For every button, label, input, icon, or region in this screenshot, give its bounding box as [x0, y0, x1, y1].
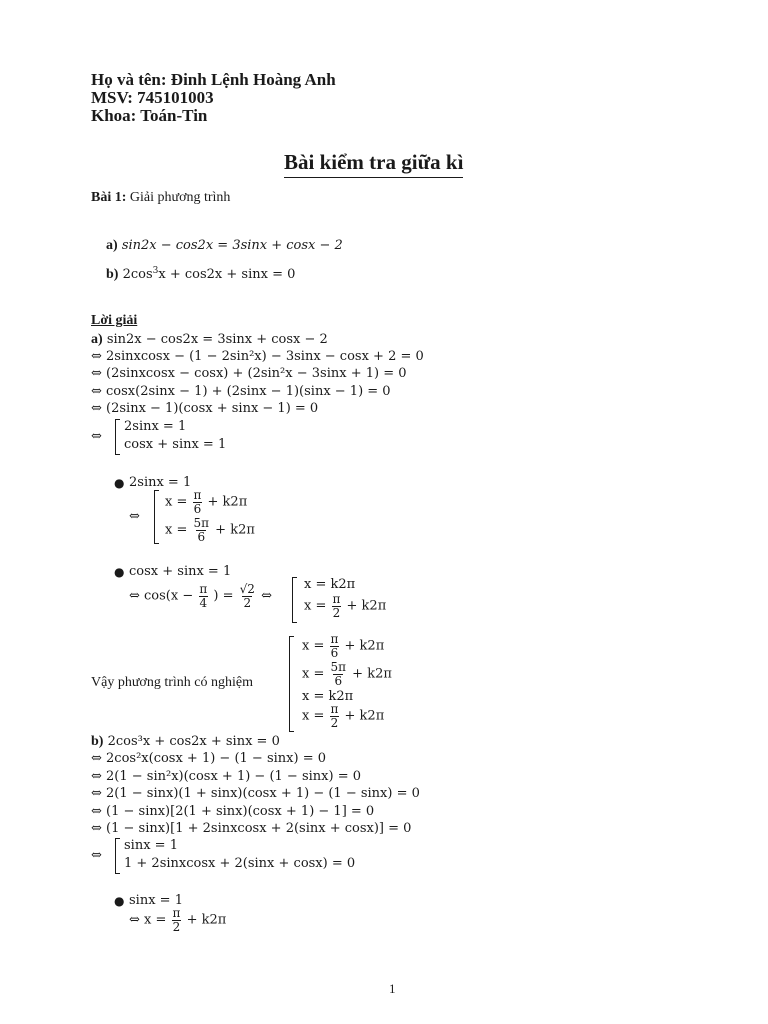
sol-b-line-5: ⇔ (1 − sinx)[1 + 2sinxcosx + 2(sinx + cosx)] = 0	[91, 821, 412, 836]
sol-b-line-4: ⇔ (1 − sinx)[2(1 + sinx)(cosx + 1) − 1] = 0	[91, 804, 375, 819]
fraction: $\frac{\pi}{2}$	[332, 592, 341, 620]
case2-head: cosx + sinx = 1	[129, 564, 232, 579]
b-case1-result: ⇔ x = $\frac{\pi}{2}$ + k2π	[129, 906, 227, 934]
faculty: Khoa: Toán-Tin	[91, 106, 208, 125]
fraction: $\frac{5\pi}{6}$	[193, 516, 210, 544]
case2-equation: ⇔ cos(x − $\frac{\pi}{4}$ ) = $\frac{√2}{2}$ ⇔	[129, 582, 272, 610]
sol-b-line-3: ⇔ 2(1 − sinx)(1 + sinx)(cosx + 1) − (1 − sinx) = 0	[91, 786, 420, 801]
bullet-icon: ●	[114, 565, 125, 579]
fraction: $\frac{5\pi}{6}$	[330, 660, 347, 688]
sol-a-line-3: ⇔ cosx(2sinx − 1) + (2sinx − 1)(sinx − 1) = 0	[91, 384, 391, 399]
sol-a-line-4: ⇔ (2sinx − 1)(cosx + sinx − 1) = 0	[91, 401, 319, 416]
problem-text: Giải phương trình	[129, 190, 231, 205]
problem-b-equation: $2\cos^3x + \cos 2x + \sin x = 0$	[122, 266, 296, 282]
problem-a	[106, 239, 343, 253]
student-name: Họ và tên: Đinh Lệnh Hoàng Anh	[91, 70, 336, 89]
sol-b-system-arrow: ⇔	[91, 848, 102, 863]
problem-statement	[91, 191, 230, 205]
case1-row-0: x = $\frac{\pi}{6}$ + k2π	[165, 488, 248, 516]
problem-b	[106, 267, 295, 282]
conclusion-text: Vậy phương trình có nghiệm	[91, 675, 253, 690]
sol-a-system-row-1: cosx + sinx = 1	[124, 437, 227, 452]
sol-a-system-row-0: 2sinx = 1	[124, 419, 187, 434]
fraction: $\frac{\pi}{2}$	[330, 702, 339, 730]
conclusion-row-2: x = k2π	[302, 689, 354, 704]
fraction: $\frac{\pi}{6}$	[330, 632, 339, 660]
case1-arrow: ⇔	[129, 509, 140, 524]
fraction: $\frac{\pi}{4}$	[199, 582, 208, 610]
problem-a-equation: sin2x − cos2x = 3sinx + cosx − 2	[121, 238, 343, 253]
sol-b-system-row-1: 1 + 2sinxcosx + 2(sinx + cosx) = 0	[124, 856, 356, 871]
conclusion-row-0: x = $\frac{\pi}{6}$ + k2π	[302, 632, 385, 660]
solution-heading: Lời giải	[91, 313, 138, 328]
sol-a-line-2: ⇔ (2sinxcosx − cosx) + (2sin²x − 3sinx + 1) = 0	[91, 366, 407, 381]
case2-bracket	[292, 577, 297, 623]
fraction: $\frac{√2}{2}$	[239, 582, 255, 610]
page-title: Bài kiểm tra giữa kì	[284, 152, 463, 178]
bullet-icon: ●	[114, 476, 125, 490]
fraction: $\frac{\pi}{2}$	[172, 906, 181, 934]
b-case1-head: sinx = 1	[129, 893, 183, 908]
case2-row-0: x = k2π	[304, 577, 356, 592]
sol-a-system-arrow: ⇔	[91, 429, 102, 444]
sol-a-line-1: ⇔ 2sinxcosx − (1 − 2sin²x) − 3sinx − cosx + 2 = 0	[91, 349, 424, 364]
case1-row-1: x = $\frac{5\pi}{6}$ + k2π	[165, 516, 255, 544]
conclusion-bracket	[289, 636, 294, 732]
case1-head: 2sinx = 1	[129, 475, 192, 490]
student-id: MSV: 745101003	[91, 88, 214, 107]
conclusion-row-1: x = $\frac{5\pi}{6}$ + k2π	[302, 660, 392, 688]
sol-b-line-2: ⇔ 2(1 − sin²x)(cosx + 1) − (1 − sinx) = 0	[91, 769, 361, 784]
problem-label: Bài 1:	[91, 190, 127, 205]
sol-b-line-0: b) 2cos³x + cos2x + sinx = 0	[91, 734, 280, 749]
problem-a-label: a)	[106, 238, 118, 253]
sol-b-system-row-0: sinx = 1	[124, 838, 178, 853]
fraction: $\frac{\pi}{6}$	[193, 488, 202, 516]
problem-b-label: b)	[106, 267, 119, 282]
sol-b-line-1: ⇔ 2cos²x(cosx + 1) − (1 − sinx) = 0	[91, 751, 326, 766]
conclusion-row-3: x = $\frac{\pi}{2}$ + k2π	[302, 702, 385, 730]
sol-a-system-bracket	[115, 419, 120, 455]
page-number: 1	[389, 981, 396, 996]
sol-b-system-bracket	[115, 838, 120, 874]
case2-row-1: x = $\frac{\pi}{2}$ + k2π	[304, 592, 387, 620]
sol-a-line-0: a) sin2x − cos2x = 3sinx + cosx − 2	[91, 332, 328, 347]
case1-bracket	[154, 490, 159, 544]
bullet-icon: ●	[114, 894, 125, 908]
